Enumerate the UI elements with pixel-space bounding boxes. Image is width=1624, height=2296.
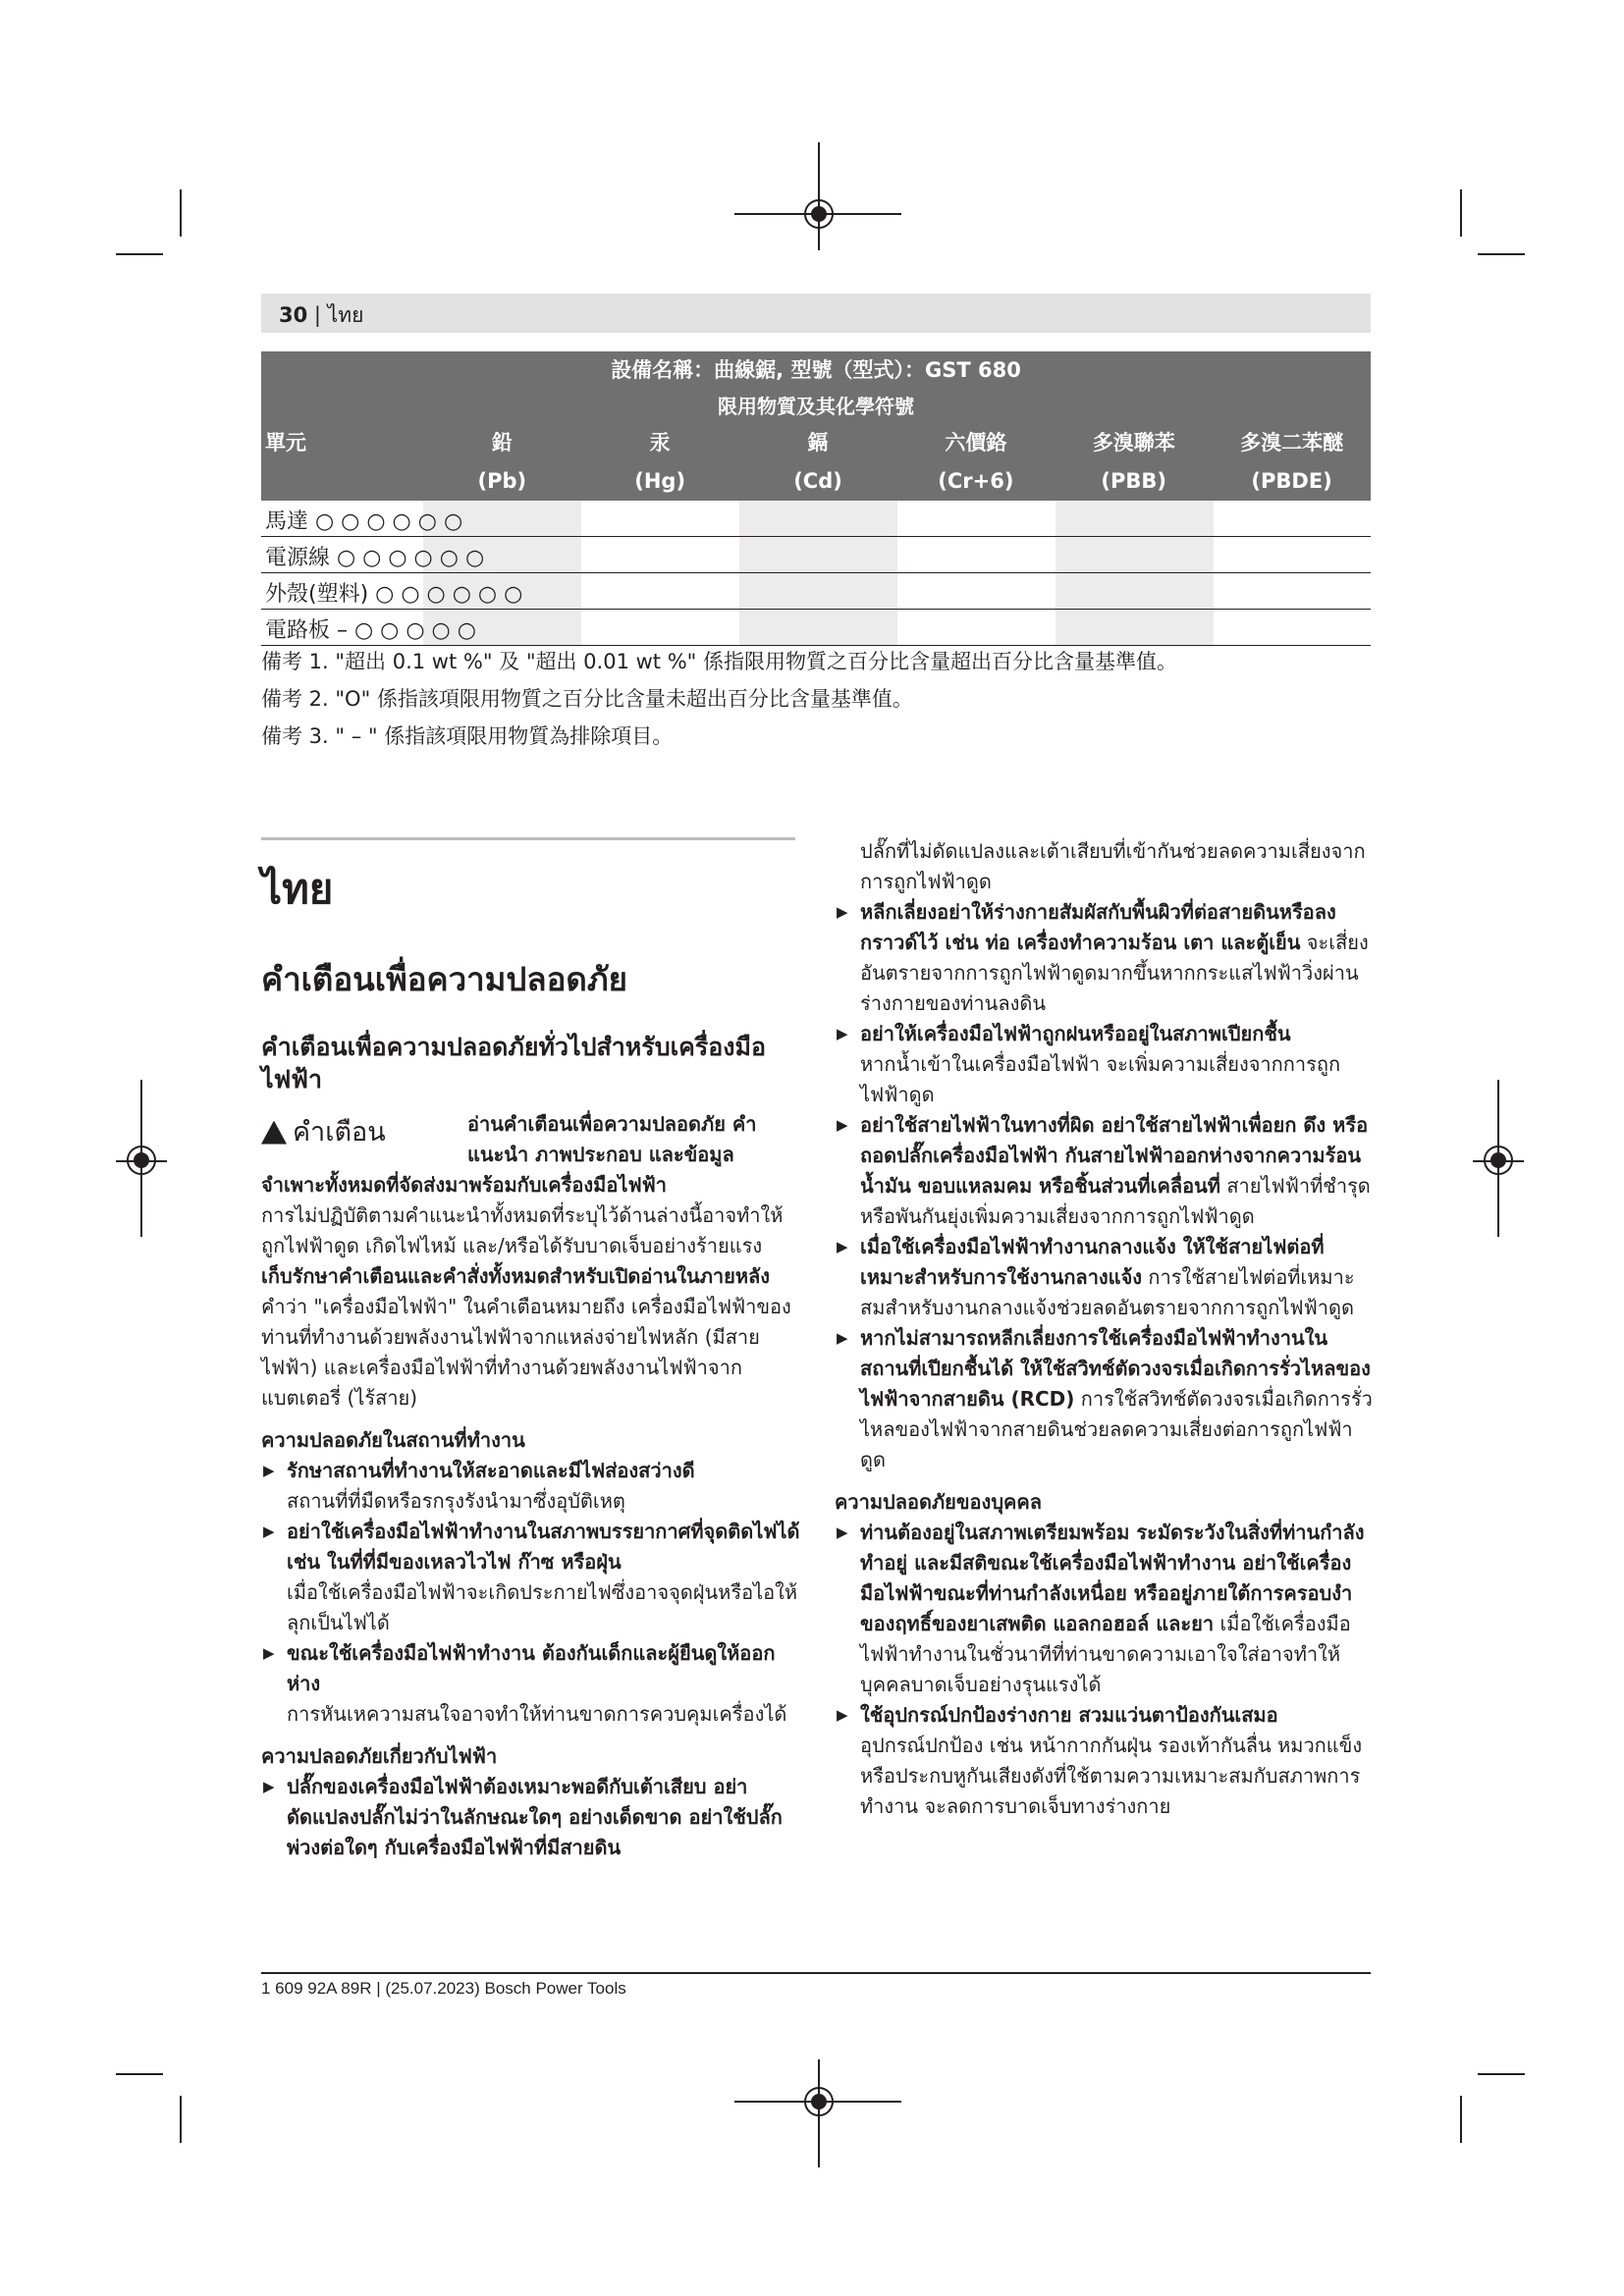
substance-symbol: (PBDE) xyxy=(1251,469,1332,493)
plug-continuation: ปลั๊กที่ไม่ดัดแปลงและเต้าเสียบที่เข้ากันช่วยลดความเสี่ยงจากการถูกไฟฟ้าดูด xyxy=(860,839,1366,893)
list-item: ▶ อย่าให้เครื่องมือไฟฟ้าถูกฝนหรืออยู่ในสภาพเปียกชื้น หากน้ำเข้าในเครื่องมือไฟฟ้า จะเพิ่มความเสี่ยงจากการถูกไฟฟ้าดูด xyxy=(835,1019,1375,1110)
bullet-arrow-icon: ▶ xyxy=(837,1706,848,1724)
substance-name: 鉛 xyxy=(491,431,513,454)
bullet-arrow-icon: ▶ xyxy=(837,1238,848,1255)
warning-block xyxy=(261,1109,801,1170)
list-item: ▶ เมื่อใช้เครื่องมือไฟฟ้าทำงานกลางแจ้ง ให้ใช้สายไฟต่อที่เหมาะสำหรับการใช้งานกลางแจ้ง การใช้สายไฟต่อที่เหมาะสมสำหรับงานกลางแจ้งช่วยลดอันตรายจากการถูกไฟฟ้าดูด xyxy=(835,1232,1375,1323)
list-item: ▶ หากไม่สามารถหลีกเลี่ยงการใช้เครื่องมือไฟฟ้าทำงานในสถานที่เปียกชื้นได้ ให้ใช้สวิทช์ตัดวงจรเมื่อเกิดการรั่วไหลของไฟฟ้าจากสายดิน (RCD) การใช้สวิทช์ตัดวงจรเมื่อเกิดการรั่วไหลของไฟฟ้าจากสายดินช่วยลดความเสี่ยงต่อการถูกไฟฟ้าดูด xyxy=(835,1323,1375,1475)
page-footer: 1 609 92A 89R | (25.07.2023) Bosch Power Tools xyxy=(261,1979,626,1998)
row-text: 電源線 ○ ○ ○ ○ ○ ○ xyxy=(265,546,485,570)
warning-text-cont: จำเพาะทั้งหมดที่จัดส่งมาพร้อมกับเครื่องมือไฟฟ้า xyxy=(261,1173,667,1197)
list-item: ▶ รักษาสถานที่ทำงานให้สะอาดและมีไฟส่องสว่างดี สถานที่ที่มืดหรือรกรุงรังนำมาซึ่งอุบัติเหตุ xyxy=(261,1456,801,1517)
warning-text: อ่านคำเตือนเพื่อความปลอดภัย คำแนะนำ ภาพประกอบ และข้อมูล xyxy=(467,1112,757,1166)
bullet-arrow-icon: ▶ xyxy=(263,1778,275,1795)
list-item: ▶ อย่าใช้สายไฟฟ้าในทางที่ผิด อย่าใช้สายไฟฟ้าเพื่อยก ดึง หรือถอดปลั๊กเครื่องมือไฟฟ้า กันสายไฟฟ้าออกห่างจากความร้อน น้ำมัน ขอบแหลมคม หรือชิ้นส่วนที่เคลื่อนที่ สายไฟฟ้าที่ชำรุดหรือพันกันยุ่งเพิ่มความเสี่ยงจากการถูกไฟฟ้าดูด xyxy=(835,1110,1375,1232)
language-title: ไทย xyxy=(261,865,334,913)
warning-consequence: การไม่ปฏิบัติตามคำแนะนำทั้งหมดที่ระบุไว้ด้านล่างนี้อาจทำให้ถูกไฟฟ้าดูด เกิดไฟไหม้ และ/หรือได้รับบาดเจ็บอย่างร้ายแรง xyxy=(261,1203,784,1257)
list-item: ▶ อย่าใช้เครื่องมือไฟฟ้าทำงานในสภาพบรรยากาศที่จุดติดไฟได้ เช่น ในที่ที่มีของเหลวไวไฟ ก๊าซ หรือฝุ่น เมื่อใช้เครื่องมือไฟฟ้าจะเกิดประกายไฟซึ่งอาจจุดฝุ่นหรือไอให้ลุกเป็นไฟได้ xyxy=(261,1517,801,1638)
bullet-arrow-icon: ▶ xyxy=(263,1522,275,1540)
personal-list xyxy=(835,1518,1375,1822)
substance-symbol: (Pb) xyxy=(477,469,527,493)
list-item: ▶ ขณะใช้เครื่องมือไฟฟ้าทำงาน ต้องกันเด็กและผู้ยืนดูให้ออกห่าง การหันเหความสนใจอาจทำให้ท่านขาดการควบคุมเครื่องได้ xyxy=(261,1638,801,1730)
electrical-list-cont xyxy=(835,897,1375,1475)
electrical-list xyxy=(261,1772,801,1863)
workarea-list xyxy=(261,1456,801,1730)
bullet-arrow-icon: ▶ xyxy=(263,1644,275,1662)
substance-name: 多溴二苯醚 xyxy=(1240,431,1344,454)
term-definition: คำว่า "เครื่องมือไฟฟ้า" ในคำเตือนหมายถึง เครื่องมือไฟฟ้าของท่านที่ทำงานด้วยพลังงานไฟฟ้าจากแหล่งจ่ายไฟหลัก (มีสายไฟฟ้า) และเครื่องมือไฟฟ้าที่ทำงานด้วยพลังงานไฟฟ้าจากแบตเตอรี่ (ไร้สาย) xyxy=(261,1295,791,1410)
substance-name: 六價鉻 xyxy=(945,431,1007,454)
bullet-arrow-icon: ▶ xyxy=(837,1523,848,1541)
table-row xyxy=(261,610,1371,646)
bullet-arrow-icon: ▶ xyxy=(837,1025,848,1042)
right-column xyxy=(835,836,1375,1822)
table-row xyxy=(261,501,1371,537)
table-note: 備考 1. "超出 0.1 wt %" 及 "超出 0.01 wt %" 係指限用物質之百分比含量超出百分比含量基準值。 xyxy=(261,650,1177,673)
page-number: 30 xyxy=(279,303,308,327)
safety-heading: คำเตือนเพื่อความปลอดภัย xyxy=(261,960,627,998)
substance-symbol: (Hg) xyxy=(634,469,686,493)
header-language: ไทย xyxy=(327,303,364,327)
substance-symbol: (Cd) xyxy=(793,469,842,493)
bullet-arrow-icon: ▶ xyxy=(837,1329,848,1347)
left-column xyxy=(261,862,801,1863)
warning-label: คำเตือน xyxy=(293,1117,386,1148)
electrical-heading: ความปลอดภัยเกี่ยวกับไฟฟ้า xyxy=(261,1744,498,1768)
page-header: 30 | ไทย xyxy=(261,294,1371,333)
list-item: ▶ หลีกเลี่ยงอย่าให้ร่างกายสัมผัสกับพื้นผิวที่ต่อสายดินหรือลงกราวด์ไว้ เช่น ท่อ เครื่องทำความร้อน เตา และตู้เย็น จะเสี่ยงอันตรายจากการถูกไฟฟ้าดูดมากขึ้นหากกระแสไฟฟ้าวิ่งผ่านร่างกายของท่านลงดิน xyxy=(835,897,1375,1019)
section-rule xyxy=(261,837,795,840)
substance-name: 鎘 xyxy=(807,431,829,454)
general-safety-heading: คำเตือนเพื่อความปลอดภัยทั่วไปสำหรับเครื่องมือไฟฟ้า xyxy=(261,1033,766,1094)
row-text: 外殼(塑料) ○ ○ ○ ○ ○ ○ xyxy=(265,582,523,607)
unit-label: 單元 xyxy=(265,431,306,454)
table-row xyxy=(261,573,1371,610)
rohs-header-names xyxy=(261,424,1371,461)
row-text: 馬達 ○ ○ ○ ○ ○ ○ xyxy=(265,509,463,534)
table-row xyxy=(261,537,1371,573)
row-text: 電路板 – ○ ○ ○ ○ ○ xyxy=(265,618,476,643)
list-item: ▶ ปลั๊กของเครื่องมือไฟฟ้าต้องเหมาะพอดีกับเต้าเสียบ อย่าดัดแปลงปลั๊กไม่ว่าในลักษณะใดๆ อย่างเด็ดขาด อย่าใช้ปลั๊กพ่วงต่อใดๆ กับเครื่องมือไฟฟ้าที่มีสายดิน xyxy=(261,1772,801,1863)
rohs-title: 設備名稱：曲線鋸, 型號（型式）：GST 680 xyxy=(261,351,1371,389)
workarea-heading: ความปลอดภัยในสถานที่ทำงาน xyxy=(261,1428,525,1452)
footer-rule xyxy=(261,1972,1371,1974)
warning-triangle-icon xyxy=(261,1121,287,1145)
list-item: ▶ ใช้อุปกรณ์ปกป้องร่างกาย สวมแว่นตาป้องกันเสมอ อุปกรณ์ปกป้อง เช่น หน้ากากกันฝุ่น รองเท้ากันลื่น หมวกแข็ง หรือประกบหูกันเสียงดังที่ใช้ตามความเหมาะสมกับสภาพการทำงาน จะลดการบาดเจ็บทางร่างกาย xyxy=(835,1700,1375,1822)
table-note: 備考 3. " – " 係指該項限用物質為排除項目。 xyxy=(261,724,674,748)
rohs-table xyxy=(261,351,1371,646)
substance-name: 汞 xyxy=(649,431,671,454)
bullet-arrow-icon: ▶ xyxy=(837,903,848,921)
table-note: 備考 2. "O" 係指該項限用物質之百分比含量未超出百分比含量基準值。 xyxy=(261,687,913,711)
bullet-arrow-icon: ▶ xyxy=(263,1462,275,1479)
rohs-subtitle: 限用物質及其化學符號 xyxy=(261,389,1371,424)
substance-symbol: (Cr+6) xyxy=(938,469,1014,493)
substance-name: 多溴聯苯 xyxy=(1092,431,1175,454)
keep-instructions: เก็บรักษาคำเตือนและคำสั่งทั้งหมดสำหรับเปิดอ่านในภายหลัง xyxy=(261,1264,771,1288)
rohs-header-symbols xyxy=(261,461,1371,501)
substance-symbol: (PBB) xyxy=(1101,469,1167,493)
bullet-arrow-icon: ▶ xyxy=(837,1116,848,1134)
list-item: ▶ ท่านต้องอยู่ในสภาพเตรียมพร้อม ระมัดระวังในสิ่งที่ท่านกำลังทำอยู่ และมีสติขณะใช้เครื่องมือไฟฟ้าทำงาน อย่าใช้เครื่องมือไฟฟ้าขณะที่ท่านกำลังเหนื่อย หรืออยู่ภายใต้การครอบงำของฤทธิ์ของยาเสพติด แอลกอฮอล์ และยา เมื่อใช้เครื่องมือไฟฟ้าทำงานในชั่วนาทีที่ท่านขาดความเอาใจใส่อาจทำให้บุคคลบาดเจ็บอย่างรุนแรงได้ xyxy=(835,1518,1375,1700)
personal-heading: ความปลอดภัยของบุคคล xyxy=(835,1490,1043,1514)
